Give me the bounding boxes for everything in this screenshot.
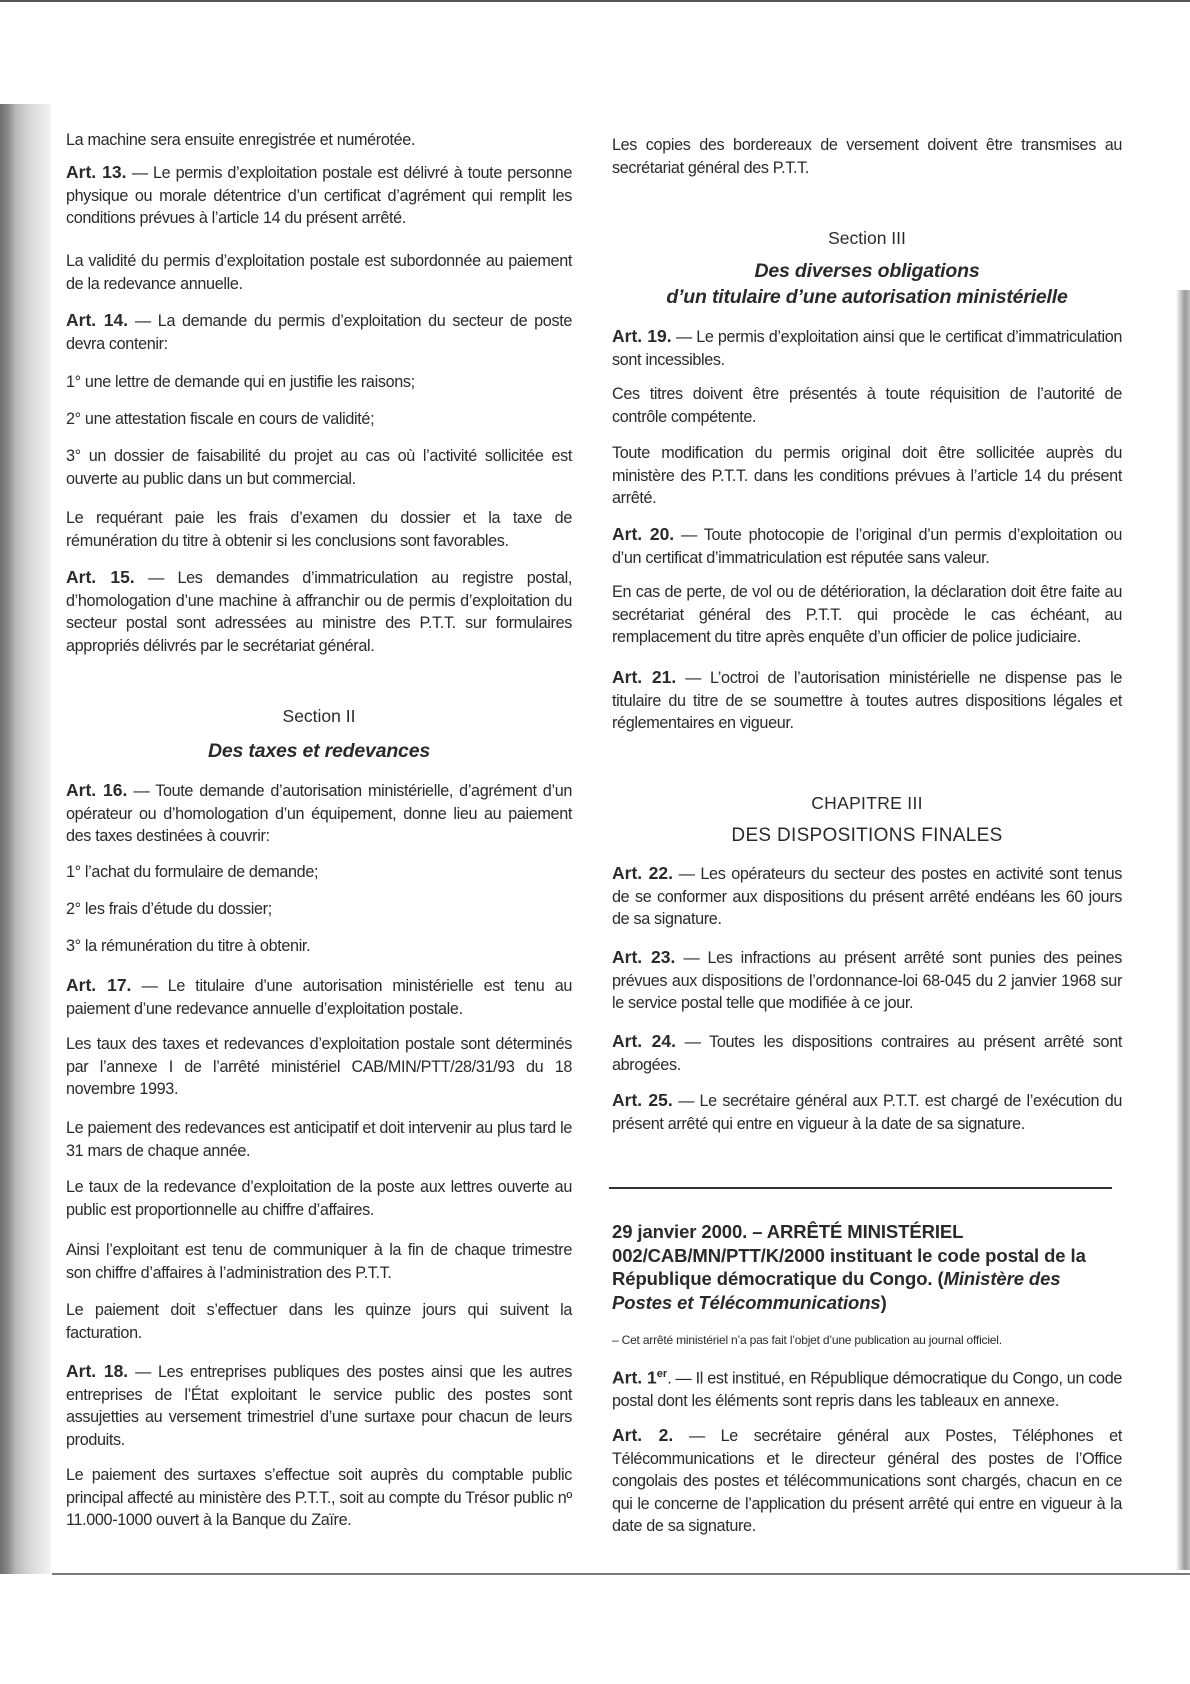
article-14 xyxy=(66,309,572,355)
decree-heading-text: 29 janvier 2000. – ARRÊTÉ MINISTÉRIEL 002/CAB/MN/PTT/K/2000 instituant le code postal de la République démocratique du Congo. ( xyxy=(612,1221,1086,1289)
article-text: — La demande du permis d’exploitation du secteur de poste devra contenir: xyxy=(66,312,572,353)
article-16 xyxy=(66,779,572,848)
list-item: 3° la rémunération du titre à obtenir. xyxy=(66,937,311,955)
paragraph: Le paiement des redevances est anticipatif et doit intervenir au plus tard le 31 mars de chaque année. xyxy=(66,1119,572,1160)
article-label: Art. 18. xyxy=(66,1361,129,1381)
publication-note: – Cet arrêté ministériel n’a pas fait l’objet d’une publication au journal officiel. xyxy=(612,1333,1002,1347)
decree-article-1 xyxy=(612,1363,1122,1413)
list-item: 3° un dossier de faisabilité du projet au cas où l’activité sollicitée est ouverte au public dans un but commercial. xyxy=(66,447,572,488)
chapter-label: CHAPITRE III xyxy=(811,793,923,813)
article-text: — Le secrétaire général aux Postes, Téléphones et Télécommunications et le directeur général des postes de l’Office congolais des postes et télécommunications sont chargés, chacun en ce qui le concerne de l’application du présent arrêté qui entre en vigueur à la date de sa signature. xyxy=(612,1427,1122,1536)
article-18 xyxy=(66,1360,572,1451)
article-label: Art. 25. xyxy=(612,1090,673,1110)
article-label: Art. 2. xyxy=(612,1425,674,1445)
article-24 xyxy=(612,1030,1122,1076)
paragraph: Les copies des bordereaux de versement doivent être transmises au secrétariat général des P.T.T. xyxy=(612,136,1122,177)
decree-heading xyxy=(612,1220,1122,1314)
article-label: Art. 15. xyxy=(66,567,135,587)
decree-separator xyxy=(609,1187,1112,1189)
paragraph: Le paiement doit s’effectuer dans les quinze jours qui suivent la facturation. xyxy=(66,1301,572,1342)
article-label: Art. 24. xyxy=(612,1031,676,1051)
list-item: 2° les frais d’étude du dossier; xyxy=(66,900,272,918)
article-text: — Les infractions au présent arrêté sont punies des peines prévues aux dispositions de l’ordonnance-loi 68-045 du 2 janvier 1968 sur le service postal telle que modifiée à ce jour. xyxy=(612,949,1122,1013)
article-text: — L’octroi de l’autorisation ministérielle ne dispense pas le titulaire du titre de se soumettre à toutes autres dispositions légales et réglementaires en vigueur. xyxy=(612,669,1122,733)
section-label: Section III xyxy=(828,228,906,248)
article-text: — Toutes les dispositions contraires au présent arrêté sont abrogées. xyxy=(612,1033,1122,1074)
chapter-title: DES DISPOSITIONS FINALES xyxy=(731,825,1003,846)
article-text: — Toute photocopie de l’original d’un permis d’exploitation ou d’un certificat d’immatriculation est réputée sans valeur. xyxy=(612,526,1122,567)
article-label-sup: er xyxy=(656,1368,668,1380)
article-23 xyxy=(612,946,1122,1015)
article-15 xyxy=(66,566,572,657)
section-title-line2: d’un titulaire d’une autorisation ministérielle xyxy=(666,286,1068,308)
article-label: Art. 19. xyxy=(612,326,672,346)
article-17 xyxy=(66,974,572,1020)
page-bottom-rule xyxy=(52,1573,1190,1575)
article-21 xyxy=(612,666,1122,735)
decree-ministry: Ministère des Postes et Télécommunications xyxy=(612,1268,1061,1313)
article-text: — Le permis d’exploitation ainsi que le certificat d’immatriculation sont incessibles. xyxy=(612,328,1122,369)
article-text: . — Il est institué, en République démocratique du Congo, un code postal dont les éléments sont repris dans les tableaux en annexe. xyxy=(612,1369,1123,1410)
paragraph: La machine sera ensuite enregistrée et numérotée. xyxy=(66,131,416,149)
article-text: — Le secrétaire général aux P.T.T. est chargé de l’exécution du présent arrêté qui entre en vigueur à la date de sa signature. xyxy=(612,1092,1122,1133)
article-label: Art. 22. xyxy=(612,863,673,883)
article-text: — Les entreprises publiques des postes ainsi que les autres entreprises de l’État exploitant le service public des postes sont assujetties au versement trimestriel d’une surtaxe pour chacun de leurs produits. xyxy=(66,1363,572,1449)
list-item: 1° une lettre de demande qui en justifie les raisons; xyxy=(66,373,415,391)
article-25 xyxy=(612,1089,1122,1135)
article-13 xyxy=(66,161,572,230)
article-label: Art. 17. xyxy=(66,975,132,995)
article-label: Art. 21. xyxy=(612,667,677,687)
list-item: 2° une attestation fiscale en cours de validité; xyxy=(66,410,375,428)
article-text: — Les opérateurs du secteur des postes en activité sont tenus de se conformer aux dispositions du présent arrêté endéans les 60 jours de sa signature. xyxy=(612,865,1122,929)
article-text: — Le titulaire d’une autorisation ministérielle est tenu au paiement d’une redevance annuelle d’exploitation postale. xyxy=(66,977,573,1018)
article-text: — Toute demande d’autorisation ministérielle, d’agrément d’un opérateur ou d’homologation d’un équipement, donne lieu au paiement des taxes destinées à couvrir: xyxy=(66,782,573,846)
paragraph: Les taux des taxes et redevances d’exploitation postale sont déterminés par l’annexe I de l’arrêté ministériel CAB/MIN/PTT/28/31/93 du 18 novembre 1993. xyxy=(66,1035,572,1099)
article-19 xyxy=(612,325,1122,371)
section-label: Section II xyxy=(282,706,356,726)
article-label: Art. 1 xyxy=(612,1367,657,1388)
article-text: — Les demandes d’immatriculation au registre postal, d’homologation d’une machine à affranchir ou de permis d’exploitation du secteur postal sont adressées au ministre des P.T.T. sur formulaires appropriés délivrés par le secrétariat général. xyxy=(66,569,572,655)
article-20 xyxy=(612,523,1122,569)
scan-binding-shadow xyxy=(0,104,52,1574)
section-title: Des taxes et redevances xyxy=(208,740,430,762)
article-label: Art. 14. xyxy=(66,310,129,330)
decree-article-2 xyxy=(612,1424,1122,1538)
paragraph: Ainsi l’exploitant est tenu de communiquer à la fin de chaque trimestre son chiffre d’affaires à l’administration des P.T.T. xyxy=(66,1241,572,1282)
article-label: Art. 20. xyxy=(612,524,675,544)
paragraph: Le requérant paie les frais d’examen du dossier et la taxe de rémunération du titre à obtenir si les conclusions sont favorables. xyxy=(66,509,572,550)
section-title-line1: Des diverses obligations xyxy=(754,260,980,282)
article-text: — Le permis d’exploitation postale est délivré à toute personne physique ou morale détentrice d’un certificat d’agrément qui remplit les conditions prévues à l’article 14 du présent arrêté. xyxy=(66,164,572,228)
article-22 xyxy=(612,862,1122,931)
article-label: Art. 23. xyxy=(612,947,676,967)
paragraph: Le paiement des surtaxes s’effectue soit auprès du comptable public principal affecté au ministère des P.T.T., soit au compte du Trésor public nº 11.000-1000 ouvert à la Banque du Zaïre. xyxy=(66,1466,572,1530)
paragraph: Ces titres doivent être présentés à toute réquisition de l’autorité de contrôle compétente. xyxy=(612,385,1122,426)
paragraph: Le taux de la redevance d’exploitation de la poste aux lettres ouverte au public est proportionnelle au chiffre d’affaires. xyxy=(66,1178,572,1219)
article-label: Art. 13. xyxy=(66,162,127,182)
paragraph: La validité du permis d’exploitation postale est subordonnée au paiement de la redevance annuelle. xyxy=(66,252,572,293)
paragraph: Toute modification du permis original doit être sollicitée auprès du ministère des P.T.T. dans les conditions prévues à l’article 14 du présent arrêté. xyxy=(612,444,1122,508)
paragraph: En cas de perte, de vol ou de détérioration, la déclaration doit être faite au secrétariat général des P.T.T. qui procède le cas échéant, au remplacement du titre après enquête d’un officier de police judiciaire. xyxy=(612,583,1122,647)
list-item: 1° l’achat du formulaire de demande; xyxy=(66,863,319,881)
scan-top-edge xyxy=(0,0,1190,2)
decree-heading-close: ) xyxy=(880,1291,887,1313)
article-label: Art. 16. xyxy=(66,780,128,800)
scan-right-edge xyxy=(1176,290,1190,1570)
